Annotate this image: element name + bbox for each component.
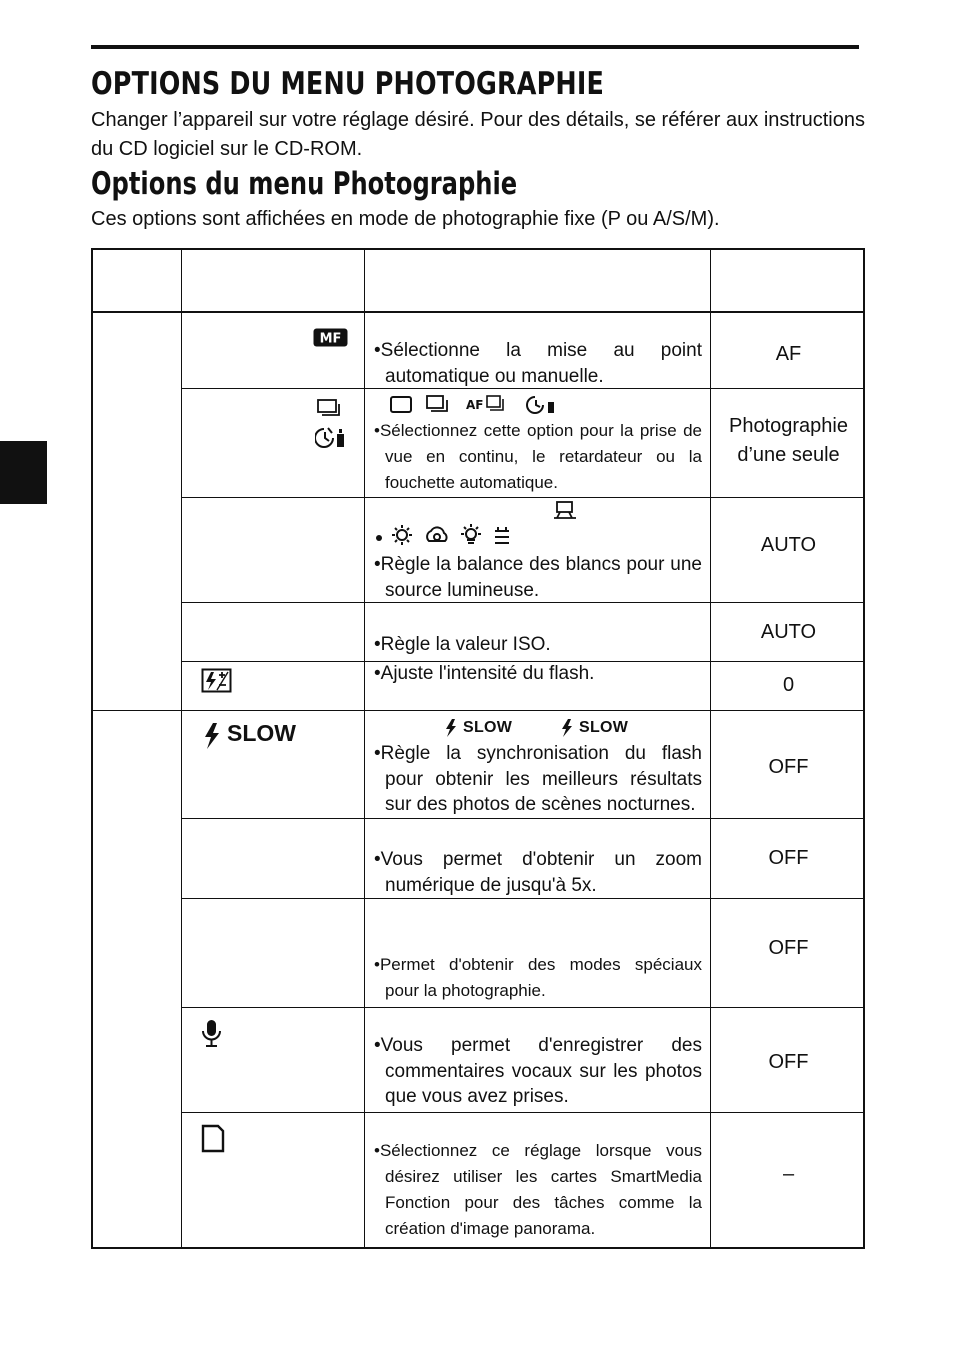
table-row-9-description: •Vous permet d'enregistrer des commentaires vocaux sur les photos que vous avez prises. (374, 1035, 702, 1107)
flash-slow-icon (203, 722, 221, 750)
white-balance-icons (375, 523, 535, 547)
group-divider (93, 710, 863, 711)
self-timer-bracket-icon (315, 426, 349, 450)
table-row-3-description: •Règle la balance des blancs pour une source lumineuse. (374, 554, 702, 601)
header-divider (93, 311, 863, 313)
section-intro: Ces options sont affichées en mode de photographie fixe (P ou A/S/M). (91, 208, 720, 230)
table-row-5-description: •Ajuste l'intensité du flash. (374, 663, 595, 684)
row-divider (181, 1112, 863, 1113)
table-row-2-description: •Sélectionnez cette option pour la prise de vue en continu, le retardateur ou la fouchette automatique. (374, 421, 702, 492)
flash-slow-header-label-1: SLOW (463, 719, 513, 736)
table-row-10-description: •Sélectionnez ce réglage lorsque vous désirez utiliser les cartes SmartMedia Fonction pour des tâches comme la création d'image panorama. (374, 1141, 702, 1238)
flash-compensation-icon (201, 668, 233, 694)
col-divider (364, 250, 365, 1247)
table-row-4-description: •Règle la valeur ISO. (374, 634, 551, 655)
table-row-6-default: OFF (768, 756, 809, 778)
table-row-6-description: •Règle la synchronisation du flash pour obtenir les meilleurs résultats sur des photos de scènes nocturnes. (374, 743, 702, 815)
table-row-8-default: OFF (768, 937, 809, 959)
svg-text:MF: MF (319, 331, 342, 347)
table-row-1-default: AF (775, 343, 802, 365)
table-row-1-description: •Sélectionne la mise au point automatique ou manuelle. (374, 340, 702, 387)
table-row-2-default-line-1: Photographie (729, 415, 848, 437)
section-title: Options du menu Photographie (91, 166, 518, 202)
table-row-4-default: AUTO (760, 621, 817, 643)
page-title: OPTIONS DU MENU PHOTOGRAPHIE (91, 66, 604, 102)
options-table (91, 248, 865, 1249)
row-divider (181, 1007, 863, 1008)
table-row-2-default-line-2: d’une seule (737, 444, 840, 466)
table-row-5-default: 0 (782, 674, 795, 696)
flash-slow-header-icon-1 (444, 718, 458, 738)
microphone-icon (201, 1019, 223, 1049)
flash-slow-header-label-2: SLOW (579, 719, 629, 736)
mf-icon (313, 328, 348, 347)
memory-card-icon (201, 1124, 225, 1154)
continuous-drive-icon (317, 398, 345, 418)
drive-mode-icons (389, 393, 569, 417)
table-row-8-description: •Permet d'obtenir des modes spéciaux pour la photographie. (374, 955, 702, 1000)
flash-slow-header-icon-2 (560, 718, 574, 738)
col-divider (710, 250, 711, 1247)
table-row-10-default: – (782, 1163, 795, 1185)
manual-wb-icon (553, 501, 579, 521)
row-divider (181, 898, 863, 899)
col-divider (181, 250, 182, 1247)
svg-text:AF: AF (466, 398, 484, 412)
table-row-9-default: OFF (768, 1051, 809, 1073)
title-rule (91, 45, 859, 49)
row-divider (181, 497, 863, 498)
table-row-2-default (712, 412, 865, 470)
row-divider (181, 818, 863, 819)
chapter-tab (0, 441, 47, 504)
table-row-7-default: OFF (768, 847, 809, 869)
table-row-7-description: •Vous permet d'obtenir un zoom numérique de jusqu'à 5x. (374, 849, 702, 896)
page-intro: Changer l’appareil sur votre réglage désiré. Pour des détails, se référer aux instructions du CD logiciel sur le CD-ROM. (91, 109, 865, 160)
flash-slow-label: SLOW (227, 720, 296, 746)
table-row-3-default: AUTO (760, 534, 817, 556)
